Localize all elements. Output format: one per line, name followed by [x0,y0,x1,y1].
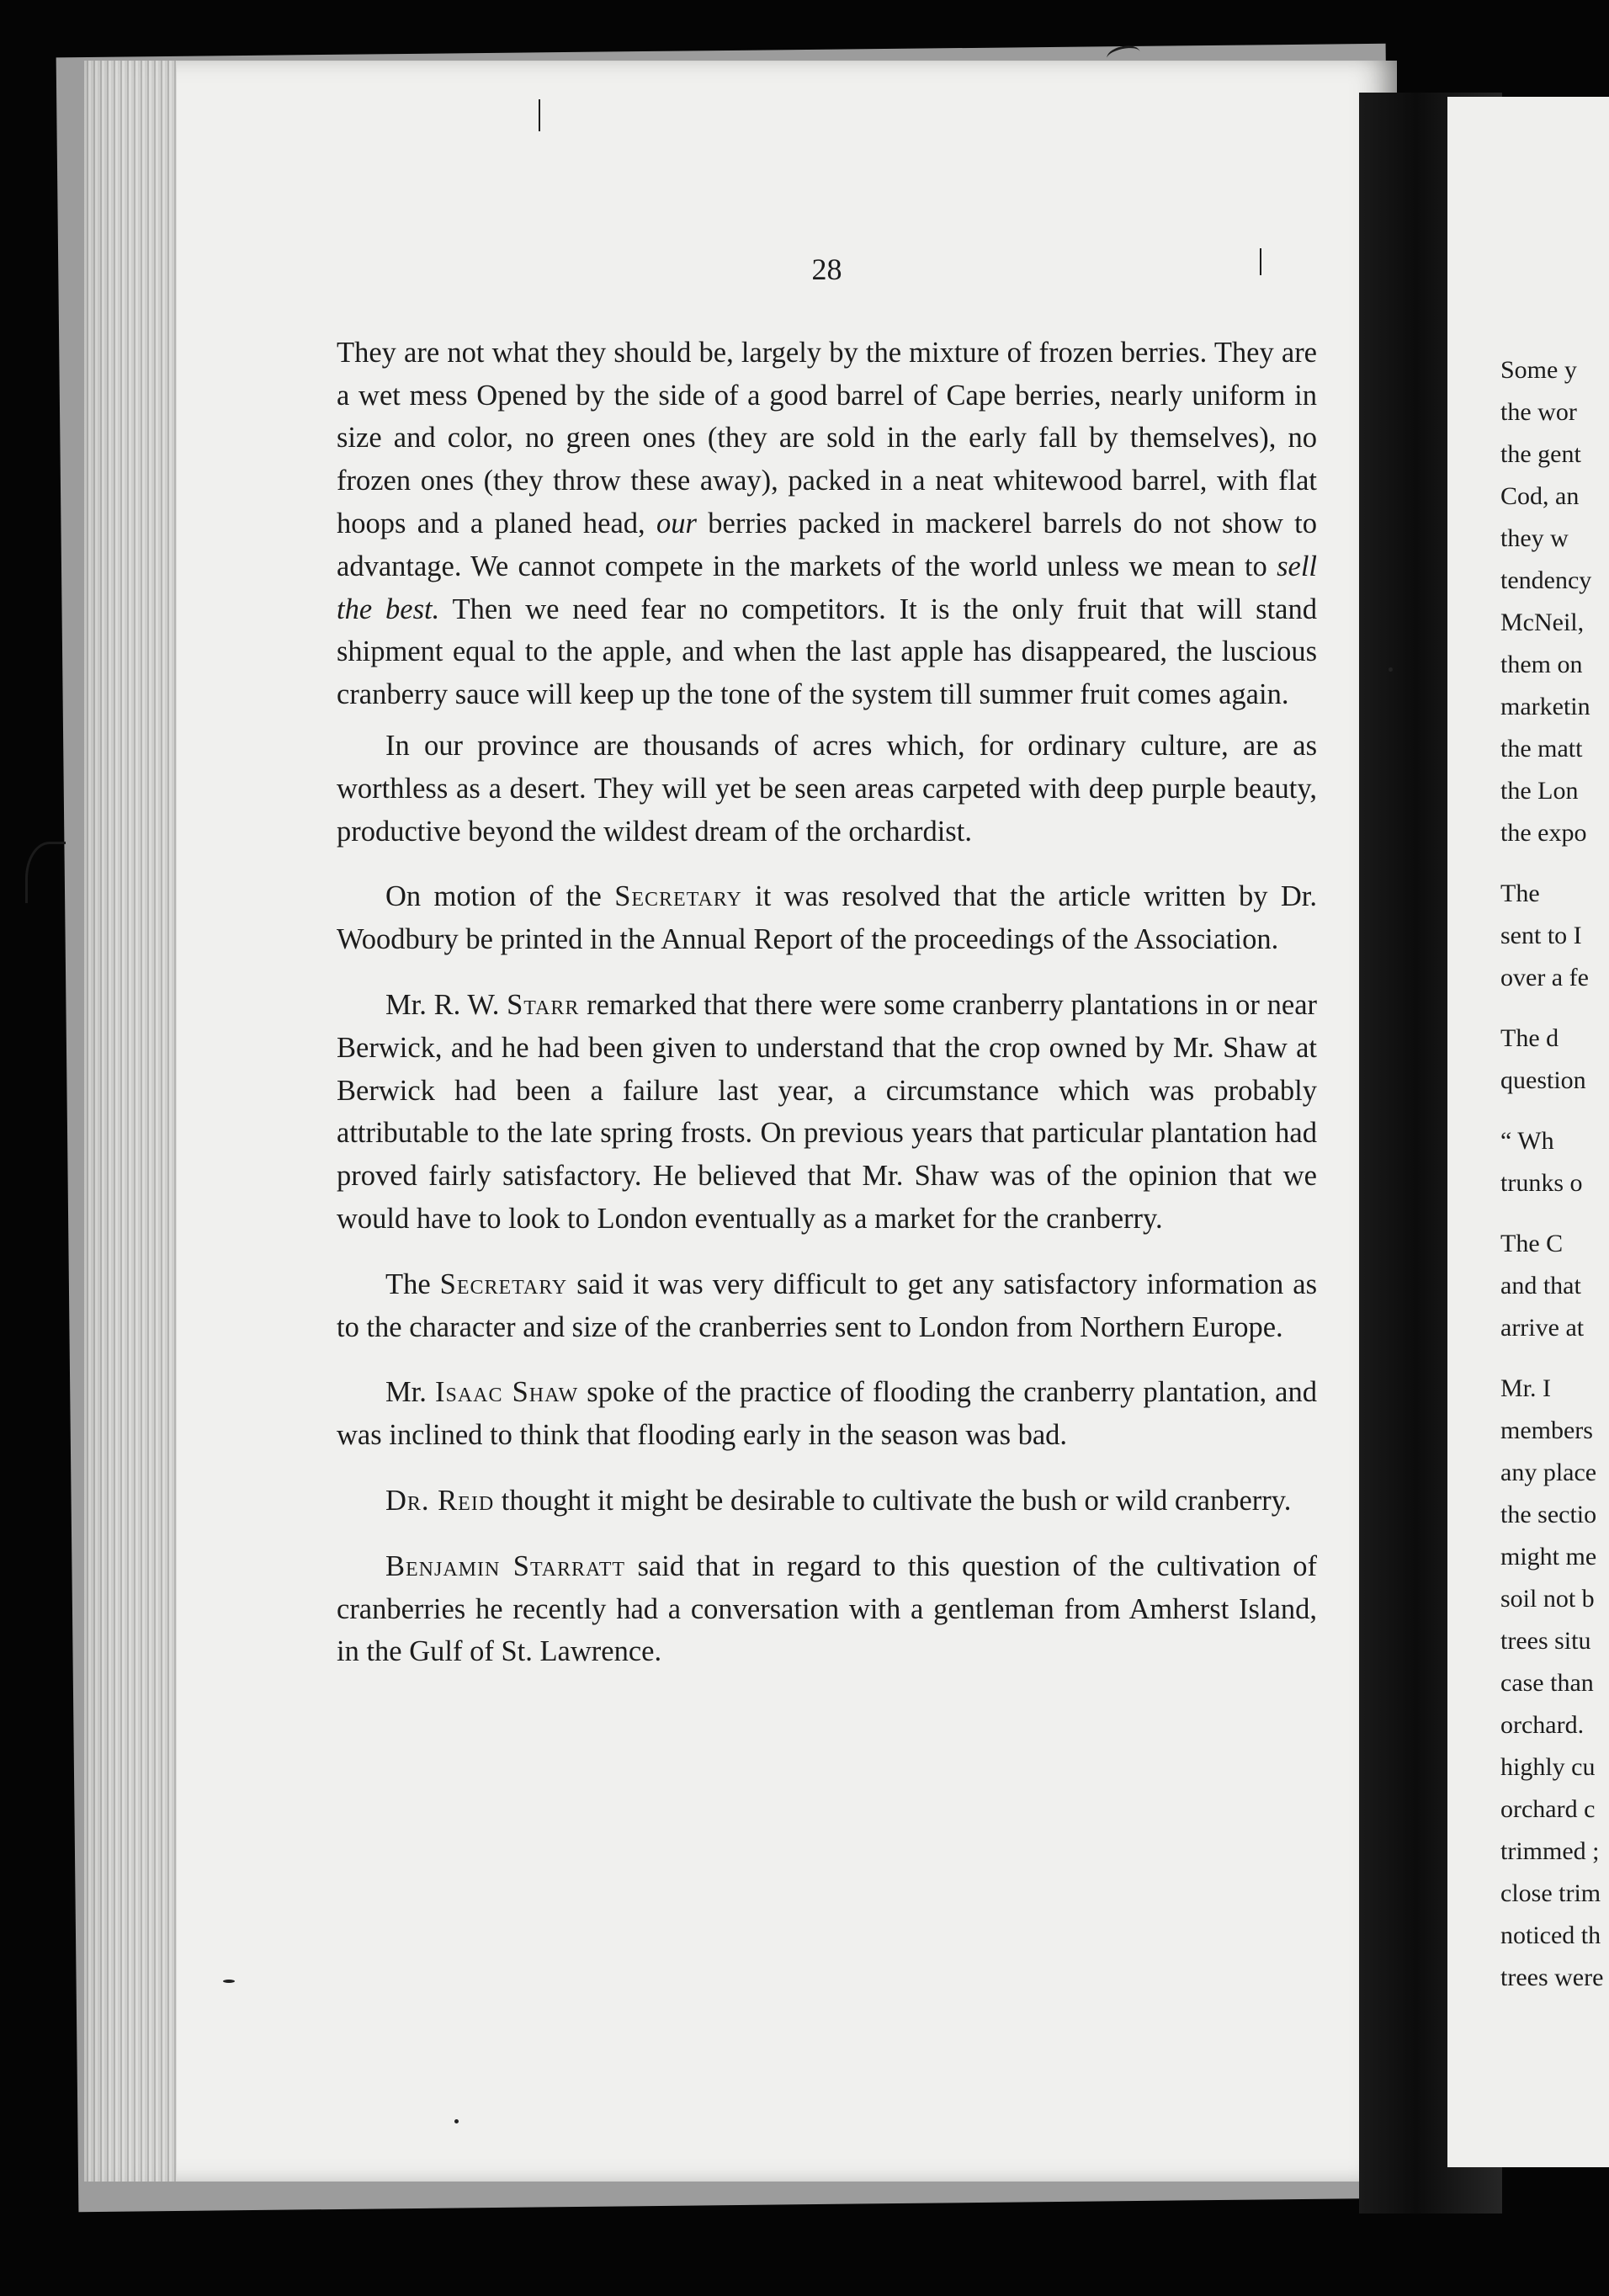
text-smallcaps: Isaac Shaw [434,1376,579,1409]
text-smallcaps: Dr. Reid [385,1484,495,1517]
text-body [337,332,1317,1673]
page-edges [84,61,177,2182]
facing-line: Cod, an [1500,482,1580,510]
paragraph [337,875,1317,961]
facing-line [1500,1204,1609,1223]
facing-line: close trim [1500,1879,1601,1907]
pencil-tick-1 [539,99,540,131]
text-italic: our [656,507,697,539]
facing-line: Mr. I [1500,1374,1551,1402]
paragraph [337,1480,1317,1523]
facing-line: The C [1500,1230,1564,1257]
text-run: said that in regard to this question of the cultivation of cranberries he recently had a conversation with a gentleman from Amherst Island, in the Gulf of St. Lawrence. [337,1549,1318,1668]
facing-line: orchard. [1500,1711,1585,1739]
facing-line: highly cu [1500,1753,1596,1781]
facing-line: the matt [1500,735,1583,763]
facing-line: the wor [1500,398,1577,426]
text-run: In our province are thousands of acres which, for ordinary culture, are as worthless as a desert. They will yet be seen areas carpeted with deep purple beauty, productive beyond the wildest dream of the orchardist. [337,729,1317,848]
facing-line: McNeil, [1500,609,1585,636]
pencil-mark-margin [25,842,66,903]
facing-line: trimmed ; [1500,1837,1600,1865]
facing-line: soil not b [1500,1585,1595,1613]
text-run: berries packed in mackerel barrels do not show to advantage. We cannot compete in the markets of the world unless we mean to [337,507,1317,582]
facing-line: the expo [1500,819,1587,847]
text-run: They are not what they should be, largely by the mixture of frozen berries. They are a wet mess Opened by the side of a good barrel of Cape berries, nearly uniform in size and color, no green ones (they are sold in the early fall by themselves), no frozen ones (they throw these away), packed in a neat whitewood barrel, with flat hoops and a planed head, [337,336,1317,539]
text-run: spoke of the practice of flooding the cranberry plantation, and was inclined to think that flooding early in the season was bad. [337,1376,1317,1452]
paragraph [337,725,1317,853]
text-run: it was resolved that the article written by Dr. Woodbury be printed in the Annual Report of the proceedings of the Association. [337,880,1317,956]
text-run: The [385,1268,440,1300]
facing-line [1500,854,1609,873]
facing-page-text [1500,349,1609,1999]
speck-1 [223,1980,235,1983]
facing-line: “ Wh [1500,1127,1554,1155]
facing-line: members [1500,1416,1593,1444]
facing-line [1500,1349,1609,1368]
facing-line: orchard c [1500,1795,1596,1823]
facing-line [1500,999,1609,1018]
speck-2 [1389,667,1393,672]
page-body [337,248,1317,1673]
text-run: Mr. [385,1376,435,1409]
text-smallcaps: Benjamin Starratt [385,1549,626,1582]
facing-line: trunks o [1500,1169,1583,1197]
text-italic: sell the best. [337,550,1317,625]
facing-line: them on [1500,651,1583,678]
text-smallcaps: Secretary [614,880,742,913]
facing-line: trees were [1500,1964,1604,1991]
facing-line: noticed th [1500,1921,1601,1949]
text-run: thought it might be desirable to cultivate the bush or wild cranberry. [494,1484,1292,1517]
text-smallcaps: Secretary [439,1268,568,1300]
paragraph [337,332,1317,716]
facing-line: arrive at [1500,1314,1585,1342]
facing-line: the sectio [1500,1501,1597,1528]
facing-line: marketin [1500,693,1590,720]
text-run: remarked that there were some cranberry plantations in or near Berwick, and he had been given to understand that the crop owned by Mr. Shaw at Berwick had been a failure last year, a circumstance which was probably attributable to the late spring frosts. On previous years that particular plantation had proved fairly satisfactory. He believed that Mr. Shaw was of the opinion that we would have to look to London eventually as a market for the cranberry. [337,988,1317,1235]
facing-line [1500,1102,1609,1120]
facing-line: any place [1500,1459,1597,1486]
facing-line: might me [1500,1543,1597,1571]
facing-line: the gent [1500,440,1581,468]
paragraph [337,1371,1317,1457]
paragraph [337,984,1317,1241]
facing-line: trees situ [1500,1627,1591,1655]
text-run: Then we need fear no competitors. It is the only fruit that will stand shipment equal to the apple, and when the last apple has disappeared, the luscious cranberry sauce will keep up the tone of the system till summer fruit comes again. [337,593,1317,711]
facing-line: tendency [1500,566,1592,594]
facing-line: over a fe [1500,964,1589,991]
facing-line: case than [1500,1669,1594,1697]
text-run: On motion of the [385,880,615,913]
facing-line: The d [1500,1024,1559,1052]
facing-line: sent to I [1500,922,1582,949]
facing-line: they w [1500,524,1569,552]
paragraph [337,1263,1317,1349]
page-number: 28 [811,252,842,286]
facing-line: Some y [1500,356,1577,384]
facing-line: question [1500,1066,1586,1094]
pencil-tick-2 [1260,248,1261,275]
facing-line: The [1500,880,1540,907]
facing-line: and that [1500,1272,1581,1299]
text-run: said it was very difficult to get any satisfactory information as to the character and size of the cranberries sent to London from Northern Europe. [337,1268,1317,1343]
facing-line: the Lon [1500,777,1579,805]
paragraph [337,1545,1317,1673]
text-smallcaps: Starr [507,988,580,1021]
text-run: Mr. R. W. [385,988,507,1021]
speck-3 [454,2119,459,2123]
